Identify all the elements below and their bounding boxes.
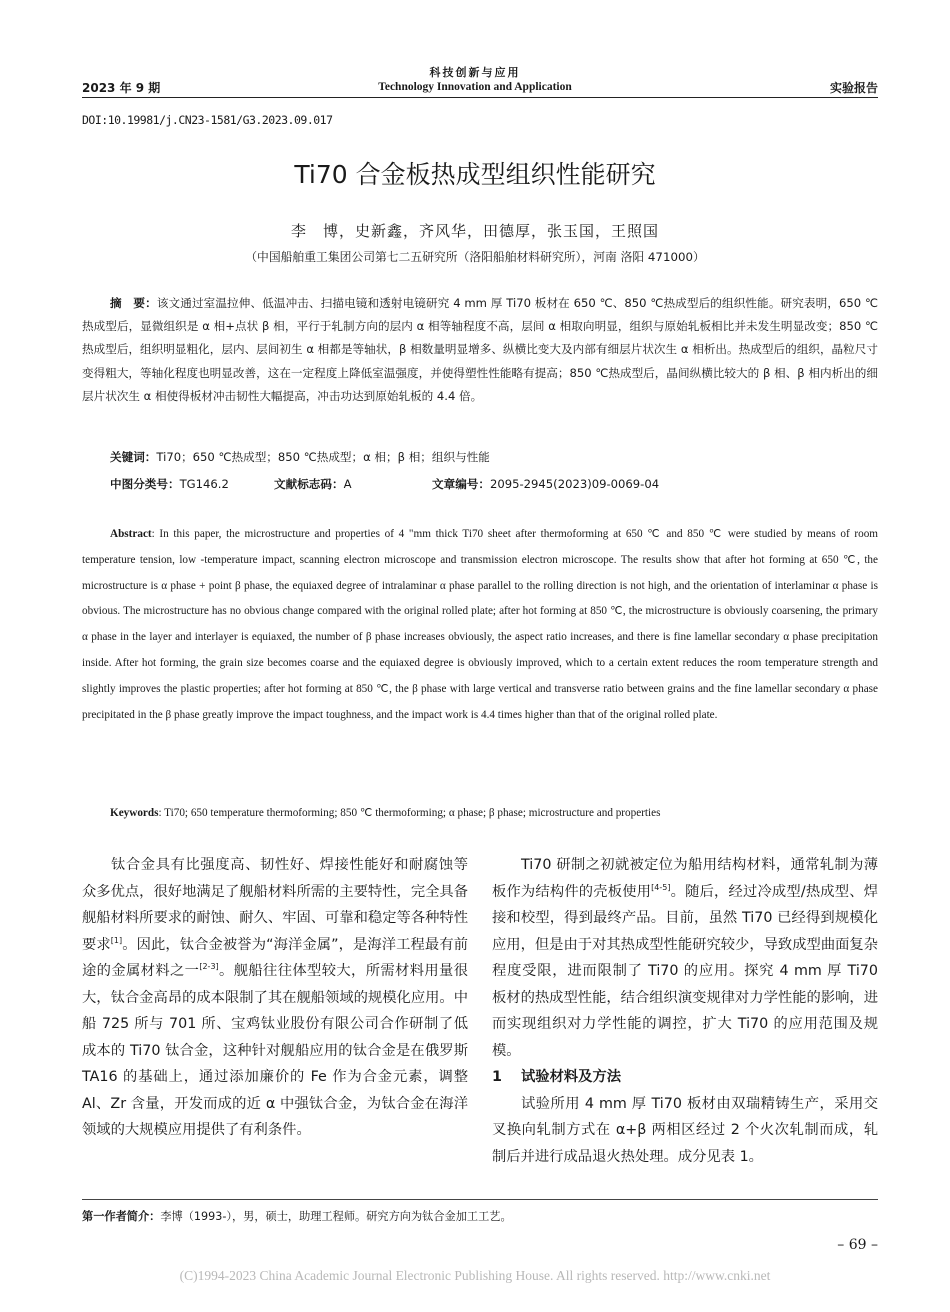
page-number: – 69 – [837, 1237, 878, 1253]
footnote-rule [82, 1199, 878, 1200]
citation-ref: [4-5] [651, 882, 671, 892]
keywords-en-text: : Ti70; 650 temperature thermoforming; 850 ℃ thermoforming; α phase; β phase; microstructure and properties [158, 807, 661, 819]
clc-label: 中图分类号： [110, 477, 180, 491]
section-heading-1 [492, 1064, 878, 1091]
abstract-en [82, 522, 878, 728]
keywords-cn-label: 关键词： [110, 450, 157, 464]
affiliation: （中国船舶重工集团公司第七二五研究所（洛阳船舶材料研究所），河南 洛阳 471000） [245, 250, 705, 264]
article-number-label: 文章编号： [432, 477, 490, 491]
paper-title: Ti70 合金板热成型组织性能研究 [294, 160, 656, 189]
intro-paragraph-2 [492, 852, 878, 1064]
citation-ref: [2-3] [199, 962, 219, 972]
citation-ref: [1] [110, 935, 123, 945]
header-rule [82, 97, 878, 98]
clc-number [110, 476, 229, 492]
body-column-right [492, 852, 878, 1170]
abstract-en-label: Abstract [110, 528, 152, 540]
authors: 李 博，史新鑫，齐风华，田德厚，张玉国，王照国 [290, 222, 659, 240]
document-code [274, 476, 352, 492]
doc-code-label: 文献标志码： [274, 477, 344, 491]
article-number [432, 476, 659, 492]
keywords-en [110, 806, 660, 819]
abstract-cn-label: 摘 要： [110, 296, 157, 310]
footnote-text: 李博（1993-），男，硕士，助理工程师。研究方向为钛合金加工工艺。 [160, 1210, 512, 1223]
article-number-value: 2095-2945(2023)09-0069-04 [489, 477, 660, 491]
abstract-cn [82, 292, 878, 408]
clc-value: TG146.2 [179, 477, 229, 491]
abstract-en-text: : In this paper, the microstructure and properties of 4 "mm thick Ti70 sheet after thermoforming at 650 ℃ and 850 ℃ were studied by means of room temperature tension, low -temperature impact, scanning electron microscope and transmission electron microscope. The results show that after hot forming at 650 ℃, the microstructure is α phase + point β phase, the equiaxed degree of intralaminar α phase parallel to the rolling direction is not high, and the orientation of interlaminar α phase is obvious. The microstructure has no obvious change compared with the original rolled plate; after hot forming at 850 ℃, the microstructure is obviously coarsening, the primary α phase in the layer and interlayer is equiaxed, the number of β phase increases obviously, the aspect ratio increases, and there is fine lamellar secondary α phase precipitation inside. After hot forming, the grain size becomes coarse and the equiaxed degree is obviously improved, which to a certain extent reduces the room temperature strength and slightly improves the plastic properties; after hot forming at 850 ℃, the β phase with large vertical and transverse ratio between grains and the fine lamellar secondary α phase precipitated in the β phase greatly improve the impact toughness, and the impact work is 4.4 times higher than that of the original rolled plate. [82, 528, 878, 721]
journal-name-cn: 科技创新与应用 [429, 66, 521, 79]
intro-paragraph-1 [82, 852, 468, 1144]
journal-name-en: Technology Innovation and Application [378, 81, 572, 93]
section-title: 试验材料及方法 [521, 1069, 622, 1085]
section-number: 1 [492, 1069, 502, 1085]
intro-text-a: 钛合金具有比强度高、韧性好、焊接性能好和耐腐蚀等众多优点，很好地满足了舰船材料所需的主要特性，完全具备舰船材料所要求的耐蚀、耐久、牢固、可靠和稳定等各种特性要求 [82, 857, 469, 953]
doc-code-value: A [343, 477, 352, 491]
body-column-left [82, 852, 468, 1144]
keywords-cn [110, 449, 490, 465]
copyright-watermark: (C)1994-2023 China Academic Journal Electronic Publishing House. All rights reserved. http://www.cnki.net [179, 1268, 771, 1283]
intro-text-c: 。舰船往往体型较大，所需材料用量很大，钛合金高昂的成本限制了其在舰船领域的规模化应用。中船 725 所与 701 所、宝鸡钛业股份有限公司合作研制了低成本的 Ti70 钛合金，这种针对舰船应用的钛合金是在俄罗斯 TA16 的基础上，通过添加廉价的 Fe 作为合金元素，调整 Al、Zr 含量，开发而成的近 α 中强钛合金，为钛合金在海洋领域的大规模应用提供了有利条件。 [82, 963, 469, 1138]
methods-paragraph: 试验所用 4 mm 厚 Ti70 板材由双瑞精铸生产，采用交叉换向轧制方式在 α+β 两相区经过 2 个火次轧制而成，轧制后并进行成品退火热处理。成分见表 1。 [492, 1095, 878, 1165]
column-label: 实验报告 [829, 81, 878, 95]
intro-text-b: 。因此，钛合金被誉为“海洋金属”，是海洋工程最有前途的金属材料之一 [82, 936, 469, 979]
keywords-cn-text: Ti70；650 ℃热成型；850 ℃热成型；α 相；β 相；组织与性能 [156, 450, 490, 464]
doi: DOI:10.19981/j.CN23-1581/G3.2023.09.017 [82, 113, 333, 127]
intro2-text-b: 。随后，经过冷成型/热成型、焊接和校型，得到最终产品。目前，虽然 Ti70 已经得到规模化应用，但是由于对其热成型性能研究较少，导致成型曲面复杂程度受限，进而限制了 Ti70 的应用。探究 4 mm 厚 Ti70 板材的热成型性能，结合组织演变规律对力学性能的影响，进而实现组织对力学性能的调控，扩大 Ti70 的应用范围及规模。 [492, 883, 879, 1059]
abstract-cn-text: 该文通过室温拉伸、低温冲击、扫描电镜和透射电镜研究 4 mm 厚 Ti70 板材在 650 ℃、850 ℃热成型后的组织性能。研究表明，650 ℃热成型后，显微组织是 α 相+点状 β 相，平行于轧制方向的层内 α 相等轴程度不高，层间 α 相取向明显，组织与原始轧板相比并未发生明显改变；850 ℃热成型后，组织明显粗化，层内、层间初生 α 相都是等轴状，β 相数量明显增多、纵横比变大及内部有细层片状次生 α 相析出。热成型后的组织，晶粒尺寸变得粗大，等轴化程度也明显改善，这在一定程度上降低室温强度，并使得塑性性能略有提高；850 ℃热成型后，晶间纵横比较大的 β 相、β 相内析出的细层片状次生 α 相使得板材冲击韧性大幅提高，冲击功达到原始轧板的 4.4 倍。 [82, 296, 878, 403]
footnote-label: 第一作者简介： [82, 1210, 161, 1223]
keywords-en-label: Keywords [110, 807, 159, 819]
author-footnote [82, 1208, 512, 1224]
issue-label: 2023 年 9 期 [82, 81, 161, 95]
intro2-text-a: Ti70 研制之初就被定位为船用结构材料，通常轧制为薄板作为结构件的壳板使用 [492, 857, 878, 900]
